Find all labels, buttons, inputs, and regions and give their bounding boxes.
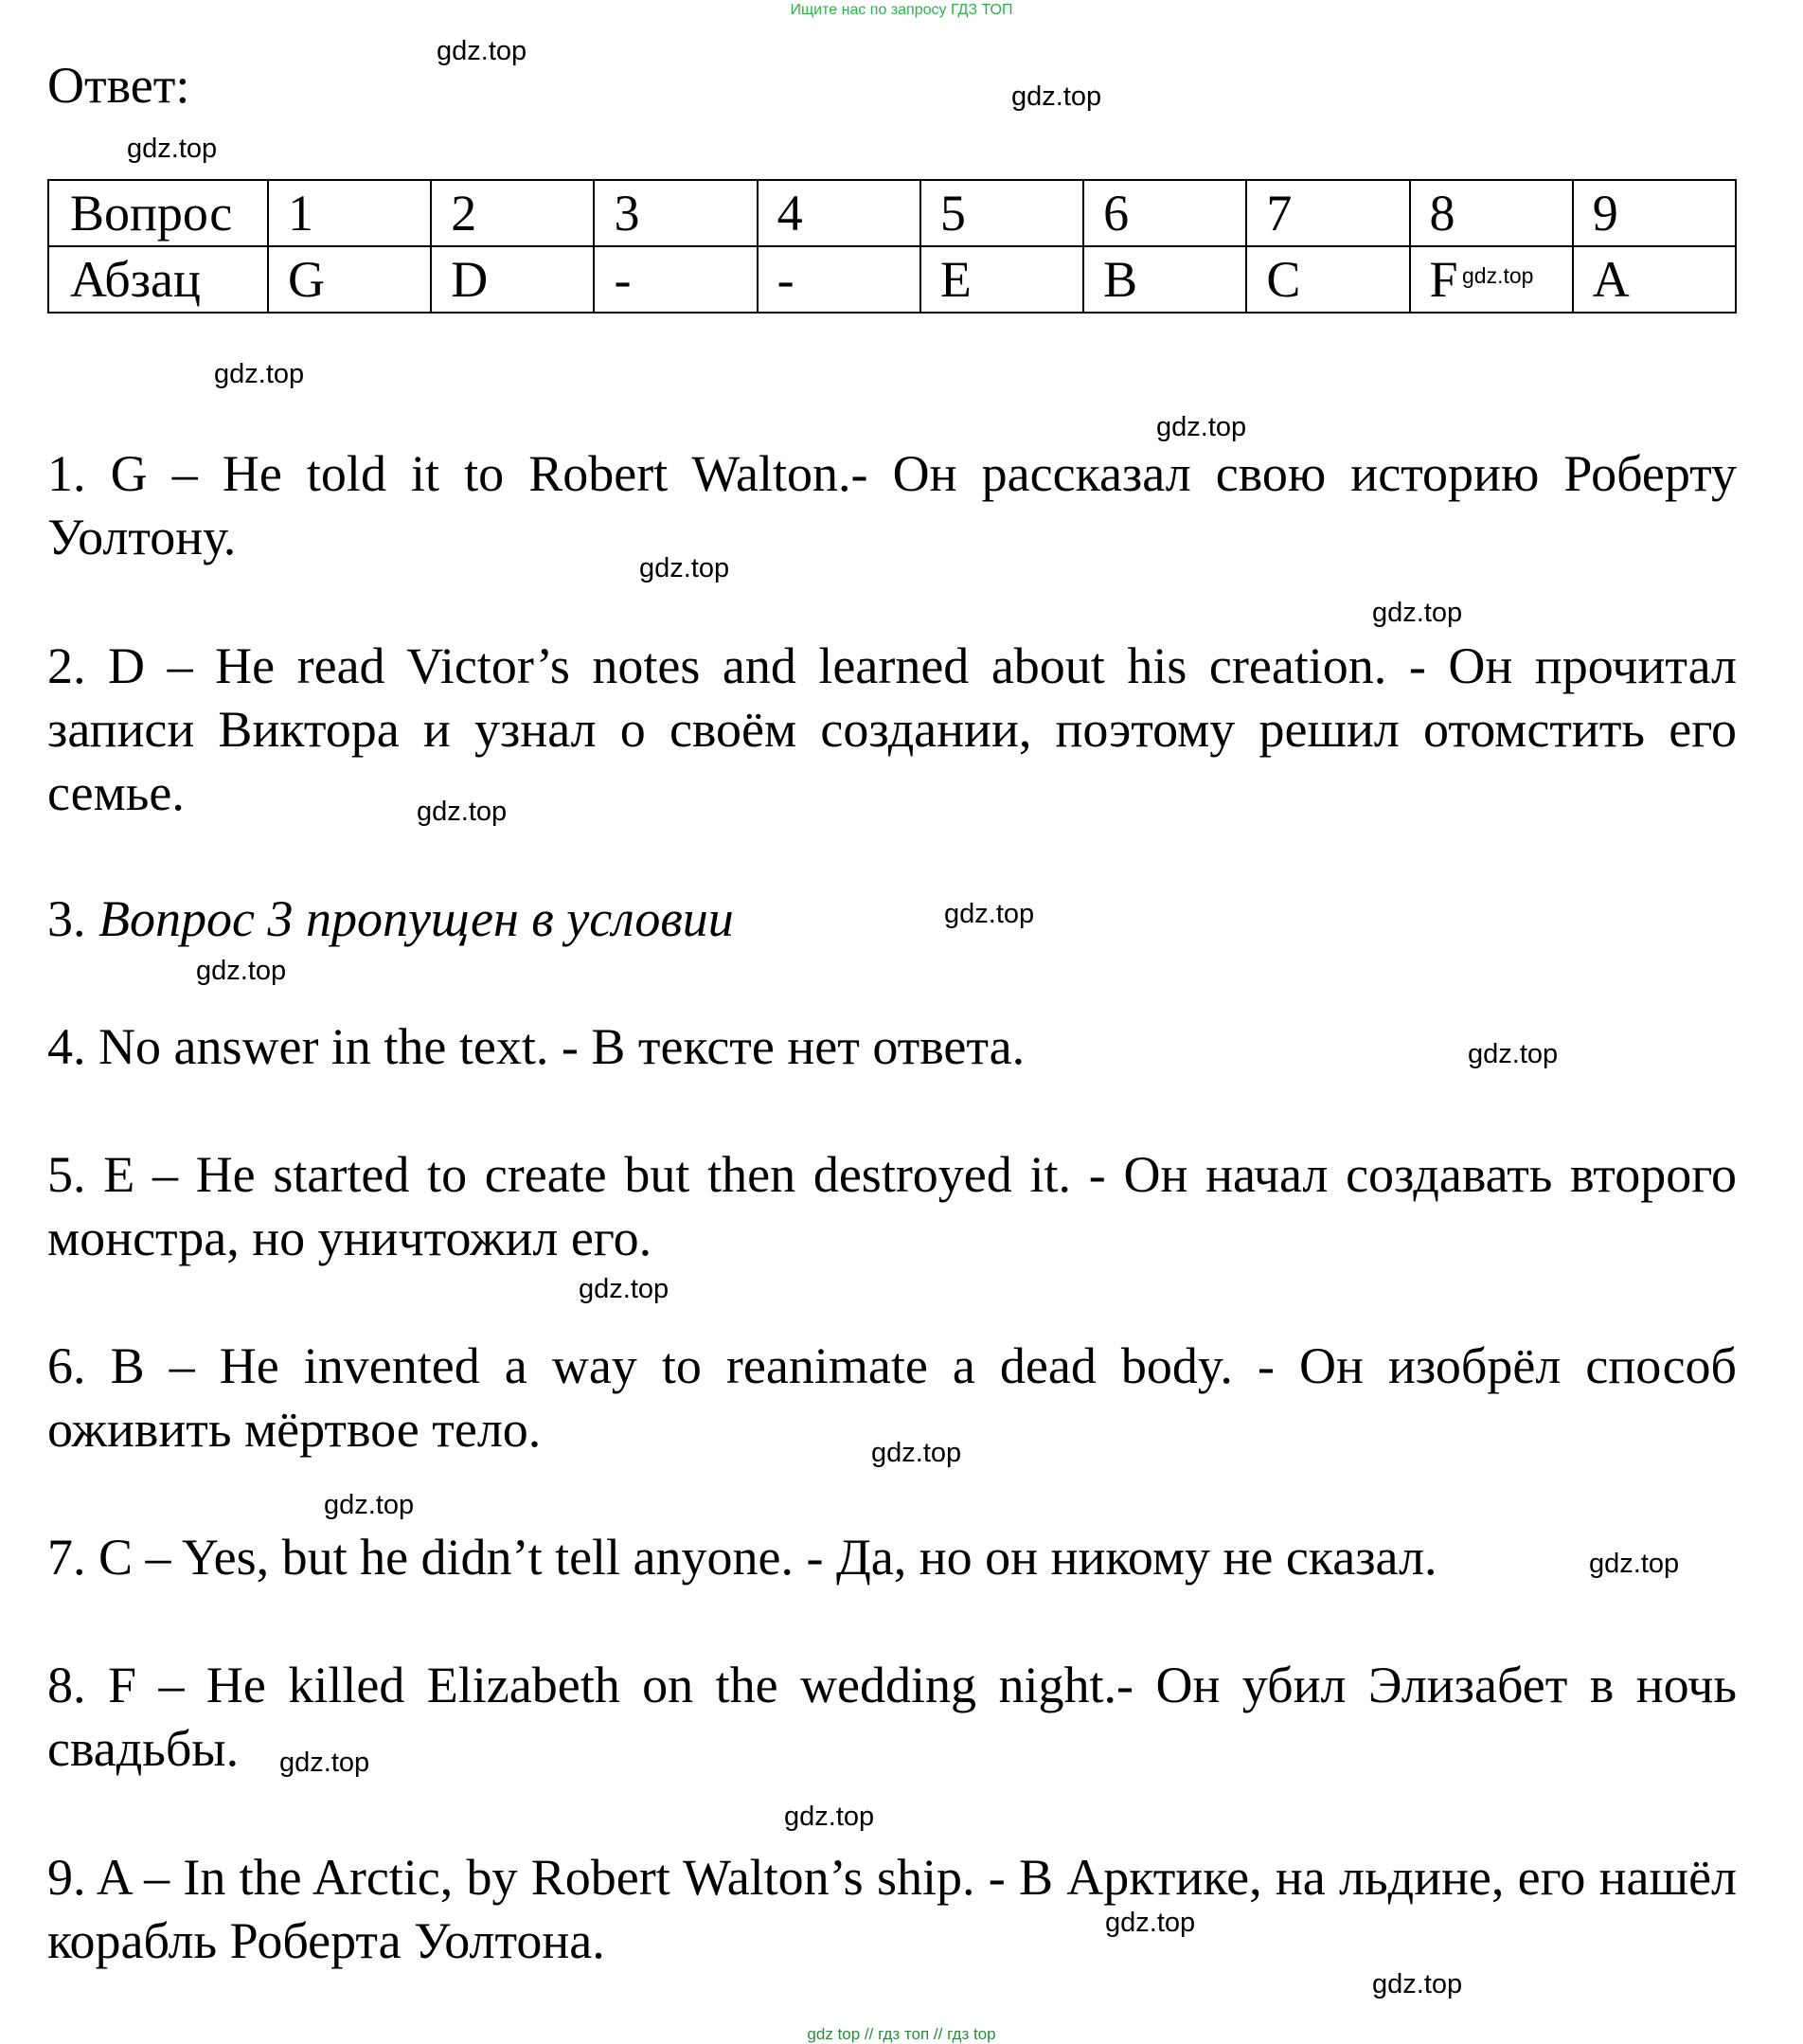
- watermark: gdz.top: [1372, 598, 1463, 628]
- watermark: gdz.top: [437, 36, 527, 66]
- answer-paragraph-1: [47, 442, 1737, 569]
- table-cell: F: [1410, 246, 1573, 313]
- watermark: gdz.top: [639, 553, 730, 583]
- answer-paragraph-7: [47, 1526, 1737, 1589]
- answer-text: E – He started to create but then destroyed it. - Он начал создавать второго монстра, но уничтожил его.: [47, 1146, 1737, 1266]
- watermark: gdz.top: [1589, 1549, 1680, 1579]
- answer-paragraph-5: [47, 1143, 1737, 1270]
- watermark: gdz.top: [1156, 412, 1247, 442]
- watermark: gdz.top: [279, 1748, 370, 1778]
- watermark: gdz.top: [127, 134, 218, 164]
- watermark: gdz.top: [196, 956, 287, 986]
- table-cell: -: [758, 246, 920, 313]
- table-cell: A: [1573, 246, 1736, 313]
- table-row-header: Абзац: [48, 246, 268, 313]
- footer: gdz top // гдз топ // гдз top: [807, 2025, 996, 2043]
- table-cell: 2: [431, 180, 594, 246]
- answer-text: B – He invented a way to reanimate a dead body. - Он изобрёл способ оживить мёртвое тело.: [47, 1337, 1738, 1458]
- answer-number: 7.: [47, 1529, 86, 1586]
- answer-number: 2.: [47, 637, 86, 694]
- answer-number: 6.: [47, 1337, 86, 1394]
- table-cell: 7: [1246, 180, 1409, 246]
- table-cell: 5: [920, 180, 1083, 246]
- top-banner: Ищите нас по запросу ГДЗ ТОП: [790, 2, 1013, 18]
- answer-text: Вопрос 3 пропущен в условии: [98, 890, 734, 947]
- table-cell: 6: [1083, 180, 1246, 246]
- table-cell: 3: [594, 180, 757, 246]
- answer-text: No answer in the text. - В тексте нет ответа.: [98, 1018, 1026, 1075]
- table-cell: B: [1083, 246, 1246, 313]
- watermark: gdz.top: [1011, 81, 1102, 112]
- answer-text: D – He read Victor’s notes and learned about his creation. - Он прочитал записи Виктора и узнал о своём создании, поэтому решил отомстить его семье.: [47, 637, 1737, 821]
- watermark: gdz.top: [871, 1438, 962, 1468]
- watermark: gdz.top: [214, 359, 305, 389]
- table-cell: 9: [1573, 180, 1736, 246]
- answer-number: 4.: [47, 1018, 86, 1075]
- answer-text: F – He killed Elizabeth on the wedding night.- Он убил Элизабет в ночь свадьбы.: [47, 1657, 1737, 1777]
- table-cell: C: [1246, 246, 1409, 313]
- watermark: gdz.top: [1468, 1039, 1559, 1069]
- watermark: gdz.top: [324, 1490, 415, 1520]
- answer-number: 5.: [47, 1146, 86, 1203]
- watermark: gdz.top: [1462, 263, 1534, 288]
- answer-number: 3.: [47, 890, 86, 947]
- table-cell: D: [431, 246, 594, 313]
- table-cell: -: [594, 246, 757, 313]
- table-row-header: Вопрос: [48, 180, 268, 246]
- answer-text: A – In the Arctic, by Robert Walton’s ship. - В Арктике, на льдине, его нашёл корабль Роберта Уолтона.: [47, 1849, 1738, 1969]
- answer-number: 8.: [47, 1657, 86, 1713]
- table-cell: G: [268, 246, 431, 313]
- watermark: gdz.top: [944, 899, 1035, 929]
- answer-paragraph-3: [47, 888, 1737, 951]
- table-cell: E: [920, 246, 1083, 313]
- table-cell: 8: [1410, 180, 1573, 246]
- page-title: Ответ:: [47, 57, 190, 114]
- answer-paragraph-9: [47, 1846, 1737, 1973]
- answer-number: 1.: [47, 445, 86, 502]
- table-row-questions: [48, 180, 1736, 246]
- answer-table: [47, 179, 1737, 314]
- answer-text: G – He told it to Robert Walton.- Он рассказал свою историю Роберту Уолтону.: [47, 445, 1738, 565]
- answer-number: 9.: [47, 1849, 86, 1906]
- watermark: gdz.top: [784, 1802, 875, 1832]
- table-cell: 4: [758, 180, 920, 246]
- answer-paragraph-2: [47, 635, 1737, 825]
- answer-text: C – Yes, but he didn’t tell anyone. - Да, но он никому не сказал.: [98, 1529, 1437, 1586]
- watermark: gdz.top: [417, 797, 508, 827]
- watermark: gdz.top: [1105, 1908, 1196, 1938]
- table-cell: 1: [268, 180, 431, 246]
- watermark: gdz.top: [579, 1274, 669, 1304]
- watermark: gdz.top: [1372, 1969, 1463, 1999]
